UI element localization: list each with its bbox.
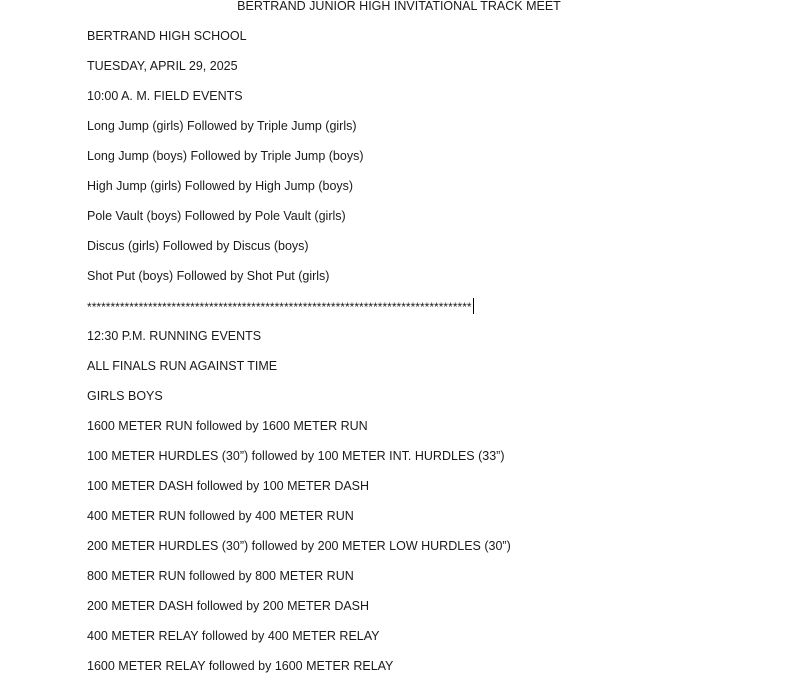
running-event-line: 800 METER RUN followed by 800 METER RUN (87, 569, 354, 583)
running-event-line: 400 METER RUN followed by 400 METER RUN (87, 509, 354, 523)
running-event-line: 200 METER HURDLES (30”) followed by 200 METER LOW HURDLES (30”) (87, 539, 511, 553)
field-event-line: High Jump (girls) Followed by High Jump (boys) (87, 179, 354, 193)
meet-date: TUESDAY, APRIL 29, 2025 (87, 59, 238, 73)
field-event-line: Long Jump (boys) Followed by Triple Jump (boys) (87, 149, 364, 163)
running-event-line: 100 METER HURDLES (30”) followed by 100 METER INT. HURDLES (33”) (87, 449, 505, 463)
text-cursor (473, 298, 474, 314)
running-event-line: 1600 METER RELAY followed by 1600 METER RELAY (87, 659, 394, 673)
field-event-line: Pole Vault (boys) Followed by Pole Vault (girls) (87, 209, 346, 223)
running-event-line: 100 METER DASH followed by 100 METER DASH (87, 479, 370, 493)
separator-line[interactable] (87, 298, 787, 328)
girls-boys-header: GIRLS BOYS (87, 389, 163, 403)
separator-stars: ********************************************************************************** (87, 300, 472, 314)
field-event-line: Shot Put (boys) Followed by Shot Put (girls) (87, 269, 330, 283)
running-event-line: 200 METER DASH followed by 200 METER DASH (87, 599, 370, 613)
document-title: BERTRAND JUNIOR HIGH INVITATIONAL TRACK MEET (237, 0, 561, 13)
running-event-line: 1600 METER RUN followed by 1600 METER RUN (87, 419, 368, 433)
document-body (87, 28, 787, 688)
field-event-line: Long Jump (girls) Followed by Triple Jump (girls) (87, 119, 357, 133)
running-events-heading: 12:30 P.M. RUNNING EVENTS (87, 329, 262, 343)
finals-note: ALL FINALS RUN AGAINST TIME (87, 359, 278, 373)
school-name: BERTRAND HIGH SCHOOL (87, 29, 247, 43)
running-event-line: 400 METER RELAY followed by 400 METER RELAY (87, 629, 380, 643)
field-events-heading: 10:00 A. M. FIELD EVENTS (87, 89, 243, 103)
field-event-line: Discus (girls) Followed by Discus (boys) (87, 239, 309, 253)
